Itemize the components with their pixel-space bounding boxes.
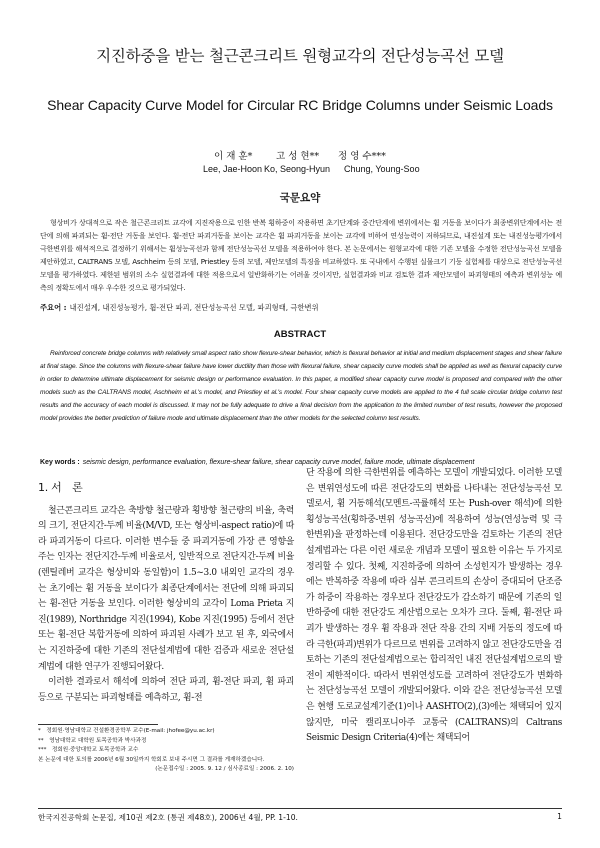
footnote-rule [38, 724, 158, 725]
abstract-english: Reinforced concrete bridge columns with relatively small aspect ratio show flexure-shear behavior, which is flexural behavior at initial and medium displacement stages and shear failure at final stage. Since the columns with flexure-shear failure have lower ductility than those with flexural failure, shear capacity curve models shall be applied as well as flexural capacity curve in order to determine ultimate displacement for seismic design or performance evaluation. In this paper, a modified shear capacity curve model is proposed and compared with the other models such as the CALTRANS model, Aschheim et al.'s model, and Priestley et al.'s model. Four shear capacity curve models are applied to the 4 full scale circular bridge column test results and the accuracy of each model is discussed. It may not be fully adequate to drive a final decision from the application to the limited number of test results, however the proposed model provides the better prediction of failure mode and ultimate displacement than the other models for the selected column test results. [40, 350, 562, 423]
body-left-column [38, 480, 294, 706]
body-paragraph: 철근콘크리트 교각은 축방향 철근량과 횡방향 철근량의 비율, 축력의 크기, 전단지간-두께 비율(M/VD, 또는 형상비-aspect ratio)에 따라 파괴거동이 다르다. 이러한 변수들 중 파괴거동에 가장 큰 영향을 주는 인자는 전단지간-두께 비율로서, 일반적으로 전단지간-두께 비율(렌틸레버 교각은 형상비와 동일함)이 1.5~3.0 내외인 교각의 경우는 초기에는 휨 거동을 보이다가 최종단계에서는 전단에 의해 파괴되는 휨-전단 거동을 보인다. 이러한 형상비의 교각이 Loma Prieta 지진(1989), Northridge 지진(1994), Kobe 지진(1995) 등에서 전단 또는 휨-전단 복합거동에 의하여 파괴된 사례가 보고 된 후, 외국에서는 지진하중에 대한 기존의 전단설계법에 대한 검증과 새로운 전단설계법에 대한 연구가 진행되어왔다. [38, 505, 294, 672]
keywords-english-text: seismic design, performance evaluation, flexure-shear failure, shear capacity curve model, failure mode, ultimate displacement [82, 459, 475, 466]
footer-rule [38, 808, 562, 809]
author-ko-2: 고 성 현** [276, 151, 320, 162]
keywords-english [40, 459, 562, 466]
journal-citation: 한국지진공학회 논문집, 제10권 제2호 (통권 제48호), 2006년 4월, PP. 1-10. [38, 813, 298, 822]
author-en-2: Ko, Seong-Hyun [264, 164, 331, 174]
body-right-column [306, 466, 562, 747]
footnote: *** 정회원·중앙대학교 토목공학과 교수 [38, 747, 139, 754]
abstract-english-heading: ABSTRACT [273, 329, 327, 340]
title-korean: 지진하중을 받는 철근콘크리트 원형교각의 전단성능곡선 모델 [96, 47, 504, 65]
footnote: 본 논문에 대한 토의를 2006년 6월 30일까지 학회로 보내 주시면 그 결과를 게재하겠습니다. [38, 756, 265, 763]
keywords-english-label: Key words : [40, 459, 80, 466]
author-en-3: Chung, Young-Soo [344, 164, 420, 174]
footnotes [38, 727, 294, 775]
footnote: * 정회원·영남대학교 건설환경공학부 교수(E-mail: jhofee@yu.ac.kr) [38, 728, 215, 734]
abstract-korean: 형상비가 상대적으로 작은 철근콘크리트 교각에 지진작용으로 인한 반복 횡하중이 작용하면 초기단계와 중간단계에 변위에서는 휨 거동을 보이다가 최종변위단계에서는 전단에 의해 파괴되는 휨-전단 거동을 보인다. 휨-전단 파괴거동을 보이는 교각은 휨 파괴거동을 보이는 교각에 비하여 연성능력이 저하되므로, 내진설계 또는 내진성능평가에서 극한변위를 해석적으로 결정하기 위해서는 휨성능곡선과 함께 전단성능곡선 모델을 적용하여야 한다. 본 논문에서는 원형교각에 대한 기존 모델을 수정한 전단성능곡선 모델을 제안하였고, CALTRANS 모델, Aschheim 등의 모델, Priestley 등의 모델, 제안모델의 특징을 비교하였다. 또 국내에서 수행된 실물크기 기둥 실험체를 대상으로 전단성능곡선 모델을 평가하였다. 제한된 범위의 소수 실험결과에 대한 적용으로서 일반화하기는 어려울 것이지만, 실험결과와 비교 검토한 결과 제안모델이 파괴형태의 예측과 변위성능 예측의 정확도에서 매우 우수한 것으로 평가되었다. [40, 218, 562, 293]
keywords-korean-label: 주요어 : [40, 303, 67, 312]
section-1-heading: 1. 서 론 [38, 481, 83, 494]
author-ko-1: 이 재 훈* [214, 151, 253, 162]
footnote: ** 영남대학교 대학원 토목공학과 박사과정 [38, 737, 147, 744]
keywords-korean [40, 303, 562, 313]
author-en-1: Lee, Jae-Hoon [203, 164, 263, 174]
keywords-korean-text: 내진설계, 내진성능평가, 휨-전단 파괴, 전단성능곡선 모델, 파괴형태, 극한변위 [69, 303, 319, 312]
body-paragraph: 단 작용에 의한 극한변위를 예측하는 모델이 개발되었다. 이러한 모델은 변위연성도에 따른 전단강도의 변화를 나타내는 전단성능곡선 모델로서, 휨 거동해석(모멘트-곡률해석 또는 Push-over 해석)에 의한 횡성능곡선(횡하중-변위 성능곡선)에 적용하여 성능(연성능력 및 극한변위)을 판정하는데 이용된다. 전단강도만을 검토하는 기존의 전단설계법과는 다른 이런 새로운 개념과 모델이 필요한 이유는 두 가지로 정리할 수 있다. 첫째, 지진하중에 의하여 소성힌지가 발생하는 경우에는 반복하중 작용에 따라 심부 콘크리트의 손상이 증대되어 단조증가 하중이 작용하는 경우보다 전단강도가 감소하기 때문에 기존의 일반하중에 대한 전단강도 계산법으로는 오차가 크다. 둘째, 휨-전단 파괴가 발생하는 경우 휨 작용과 전단 작용 간의 지배 거동의 정도에 따라 극한(파괴)변위가 다르므로 변위를 고려하지 않고 전단강도만을 검토하는 기존의 전단설계법으로는 합리적인 내진 전단설계법으로의 발전이 제한적이다. 따라서 변위연성도를 고려하여 전단강도가 변화하는 전단성능곡선 모델이 개발되어왔다. 이와 같은 전단성능곡선 모델은 현행 도로교설계기준(1)이나 AASHTO(2),(3)에는 채택되어 있지 않지만, 미국 캘리포니아주 교통국 (CALTRANS)의 Caltrans Seismic Design Criteria(4)에는 채택되어 [306, 468, 562, 744]
author-ko-3: 정 영 수*** [338, 151, 386, 162]
abstract-korean-heading: 국문요약 [279, 192, 321, 204]
title-english: Shear Capacity Curve Model for Circular RC Bridge Columns under Seismic Loads [47, 97, 553, 113]
received-dates: (논문접수일 : 2005. 9. 12 / 심사종료일 : 2006. 2. 10) [155, 766, 294, 773]
page-number: 1 [557, 812, 562, 821]
body-paragraph: 이러한 결과로서 해석에 의하여 전단 파괴, 휨-전단 파괴, 휨 파괴 등으로 구분되는 파괴형태를 예측하고, 휨-전 [38, 677, 294, 703]
